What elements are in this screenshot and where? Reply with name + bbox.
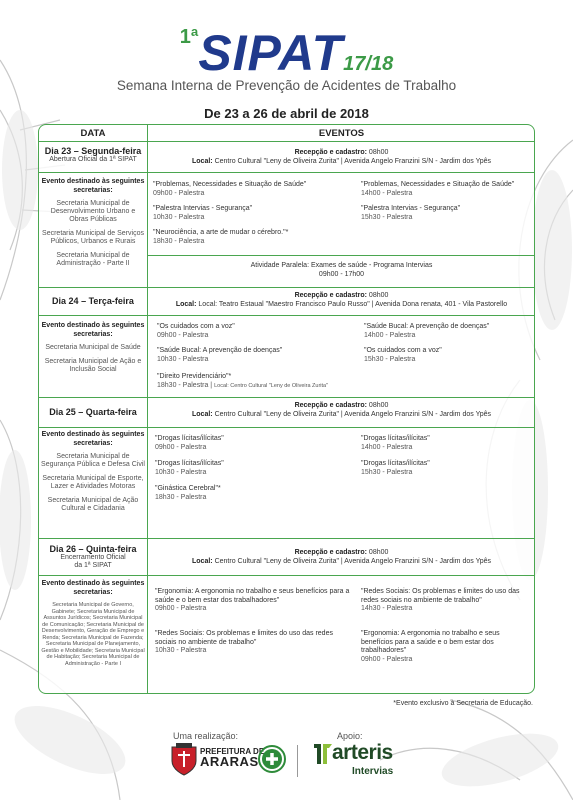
- event-title: "Palestra Intervias - Segurança": [361, 205, 461, 212]
- event-title: "Os cuidados com a voz": [364, 347, 442, 354]
- event-time: 10h30 - Palestra: [155, 647, 207, 654]
- local-label: Local:: [192, 411, 213, 418]
- event-title: "Saúde Bucal: A prevenção de doenças": [364, 323, 490, 330]
- reception-time: 08h00: [368, 149, 389, 156]
- arteris-logo: [312, 741, 412, 781]
- logo-separator: [297, 745, 298, 777]
- reception-time: 08h00: [368, 292, 389, 299]
- day-23-reception: [147, 148, 535, 166]
- reception-time: 08h00: [368, 549, 389, 556]
- event-time: 18h30 - Palestra: [153, 237, 205, 245]
- col-header-data: DATA: [80, 128, 106, 139]
- event-title: "Saúde Bucal: A prevenção de doenças": [157, 347, 283, 354]
- row-divider: [39, 172, 534, 173]
- event-item: [361, 435, 533, 452]
- secretaria-item: Secretaria Municipal de Ação Cultural e Cidadania: [47, 497, 139, 512]
- day-title: Dia 26 – Quinta-feira: [49, 544, 137, 554]
- secretaria-item: Secretaria Municipal de Saúde: [45, 344, 141, 351]
- event-title: "Ginástica Cerebral"*: [155, 485, 221, 492]
- event-item: [155, 630, 340, 656]
- event-item: [153, 181, 353, 198]
- event-title: "Ergonomia: A ergonomia no trabalho e seus benefícios para a saúde e o bem estar dos trabalhadores": [155, 588, 350, 604]
- row-divider: [39, 538, 534, 539]
- title-line: [0, 24, 573, 82]
- event-time: 09h00 - Palestra: [157, 331, 209, 339]
- event-item: [361, 205, 533, 222]
- day-24-cell: [39, 296, 147, 306]
- event-time: 18h30 - Palestra: [155, 493, 207, 501]
- local-value: Centro Cultural "Leny de Oliveira Zurita" | Avenida Angelo Franzini S/N - Jardim dos Ypês: [214, 158, 491, 165]
- event-time: 09h00 - Palestra: [155, 443, 207, 451]
- event-title: "Problemas, Necessidades e Situação de Saúde": [361, 181, 515, 188]
- day-title: Dia 25 – Quarta-feira: [49, 407, 137, 417]
- event-time: 10h30 - Palestra: [153, 213, 205, 221]
- reception-label: Recepção e cadastro:: [294, 402, 367, 409]
- arteris-sub: Intervias: [352, 766, 394, 777]
- reception-time: 08h00: [368, 402, 389, 409]
- event-title: "Redes Sociais: Os problemas e limites do uso das redes sociais no ambiente de trabalho": [361, 588, 520, 604]
- event-title: "Os cuidados com a voz": [157, 323, 235, 330]
- sipat-title: SIPAT: [198, 25, 344, 81]
- support-label: Apoio:: [337, 731, 363, 741]
- event-item: [153, 229, 353, 246]
- row-divider: [39, 397, 534, 398]
- event-item: [157, 373, 377, 390]
- prefeitura-logo: [170, 741, 290, 781]
- event-item: [157, 347, 357, 364]
- event-time: 15h30 - Palestra: [361, 213, 413, 221]
- secretaria-list: Secretaria Municipal de Governo, Gabinete; Secretaria Municipal de Assuntos Jurídicos; Secretaria Municipal de Comunicação; Secretaria Municipal de Desenvolvimento, Geração de Emprego e Renda; Secretaria Municipal de Fazenda; Secretaria Municipal de Planejamento, Gestão e Mobilidade; Secretaria Municipal de Habitação; Secretaria Municipal de Administração - Parte I: [41, 602, 145, 667]
- day-25-cell: [39, 407, 147, 417]
- day-25-secretarias: [41, 431, 145, 519]
- reception-label: Recepção e cadastro:: [294, 549, 367, 556]
- event-title: "Direito Previdenciário"*: [157, 373, 232, 380]
- local-label: Local:: [192, 158, 213, 165]
- health-cross-icon: [258, 745, 286, 773]
- secretarias-heading: Evento destinado às seguintes secretarias:: [41, 322, 145, 338]
- day-26-reception: [147, 548, 535, 566]
- event-title: "Drogas lícitas/ilícitas": [361, 435, 430, 442]
- arteris-name: arteris: [332, 741, 393, 764]
- local-value: Centro Cultural "Leny de Oliveira Zurita" | Avenida Angelo Franzini S/N - Jardim dos Ypês: [214, 558, 491, 565]
- row-divider: [39, 575, 534, 576]
- reception-label: Recepção e cadastro:: [294, 292, 367, 299]
- day-24-reception: [147, 291, 535, 309]
- parallel-time: 09h00 - 17h00: [318, 271, 365, 278]
- event-item: [153, 205, 353, 222]
- day-subtitle: Abertura Oficial da 1ª SIPAT: [49, 156, 137, 163]
- event-title: "Drogas lícitas/ilícitas": [361, 460, 430, 467]
- prefeitura-line1: PREFEITURA DE: [200, 747, 265, 756]
- day-23-cell: [39, 146, 147, 164]
- day-26-secretarias: [41, 580, 145, 667]
- event-item: [361, 588, 533, 614]
- event-title: "Drogas lícitas/ilícitas": [155, 460, 224, 467]
- event-item: [155, 588, 350, 614]
- event-time: 09h00 - Palestra: [361, 655, 413, 663]
- prefeitura-text: [200, 747, 264, 767]
- event-time: 14h00 - Palestra: [361, 189, 413, 197]
- parallel-value: Exames de saúde - Programa Intervias: [310, 262, 433, 269]
- day-title: Dia 24 – Terça-feira: [52, 296, 134, 306]
- event-time: 14h30 - Palestra: [361, 605, 413, 612]
- day-25-reception: [147, 401, 535, 419]
- event-title: "Neurociência, a arte de mudar o cérebro."*: [153, 229, 289, 236]
- event-item: [155, 485, 355, 502]
- local-label: Local:: [175, 301, 197, 308]
- event-dates: De 23 a 26 de abril de 2018: [204, 106, 369, 121]
- event-time: 09h00 - Palestra: [153, 189, 205, 197]
- event-note: Local: Centro Cultural "Leny de Oliveira Zurita": [214, 382, 329, 389]
- event-time: 10h30 - Palestra: [155, 468, 207, 476]
- arteris-mark-icon: [312, 742, 334, 766]
- footnote: *Evento exclusivo à Secretaria de Educação.: [393, 700, 533, 707]
- secretaria-item: Secretaria Municipal de Desenvolvimento Urbano e Obras Públicas: [50, 200, 136, 223]
- local-label: Local:: [192, 558, 213, 565]
- day-title: Dia 23 – Segunda-feira: [44, 146, 142, 156]
- day-subtitle: Encerramento Oficial da 1ª SIPAT: [60, 554, 126, 569]
- prefeitura-line2: ARARAS: [200, 754, 259, 769]
- col-header-events: EVENTOS: [318, 128, 365, 139]
- event-title: "Ergonomia: A ergonomia no trabalho e seus benefícios para a saúde e o bem estar dos trabalhadores": [361, 630, 500, 654]
- event-time: 15h30 - Palestra: [361, 468, 413, 476]
- event-time: 18h30 - Palestra |: [157, 381, 213, 389]
- row-divider: [39, 427, 534, 428]
- header: [0, 0, 573, 125]
- event-time: 09h00 - Palestra: [155, 605, 207, 612]
- event-item: [361, 460, 533, 477]
- realization-label: Uma realização:: [173, 731, 239, 741]
- event-item: [361, 181, 533, 198]
- year-label: 17/18: [343, 53, 394, 75]
- secretaria-item: Secretaria Municipal de Segurança Pública e Defesa Civil: [41, 453, 145, 468]
- day-24-secretarias: [41, 322, 145, 380]
- row-divider: [39, 315, 534, 316]
- event-item: [361, 630, 533, 664]
- reception-label: Recepção e cadastro:: [294, 149, 367, 156]
- event-time: 10h30 - Palestra: [157, 355, 209, 363]
- event-title: "Drogas lícitas/ilícitas": [155, 435, 224, 442]
- day-26-cell: [39, 544, 147, 570]
- event-time: 14h00 - Palestra: [364, 331, 416, 339]
- event-item: [155, 435, 355, 452]
- row-divider: [39, 141, 534, 142]
- local-value: Local: Teatro Estaual "Maestro Francisco Paulo Russo" | Avenida Dona renata, 401 - Vila Pastorello: [198, 301, 508, 308]
- parallel-activity: [147, 261, 535, 279]
- event-time: 15h30 - Palestra: [364, 355, 416, 363]
- event-item: [364, 347, 534, 364]
- event-item: [157, 323, 357, 340]
- day-23-secretarias: [41, 178, 145, 274]
- secretaria-item: Secretaria Municipal de Serviços Públicos, Urbanos e Rurais: [42, 230, 144, 245]
- local-value: Centro Cultural "Leny de Oliveira Zurita" | Avenida Angelo Franzini S/N - Jardim dos Ypês: [214, 411, 491, 418]
- secretaria-item: Secretaria Municipal de Ação e Inclusão Social: [44, 358, 142, 373]
- secretaria-item: Secretaria Municipal de Esporte, Lazer e Atividades Motoras: [42, 475, 144, 490]
- event-item: [155, 460, 355, 477]
- city-crest-icon: [170, 743, 198, 777]
- event-time: 14h00 - Palestra: [361, 443, 413, 451]
- event-item: [364, 323, 534, 340]
- subtitle: Semana Interna de Prevenção de Acidentes de Trabalho: [116, 78, 457, 93]
- secretaria-item: Secretaria Municipal de Administração - Parte II: [56, 252, 130, 267]
- schedule-table: [38, 124, 535, 694]
- event-title: "Palestra Intervias - Segurança": [153, 205, 253, 212]
- row-divider: [147, 255, 535, 256]
- parallel-label: Atividade Paralela:: [250, 262, 310, 269]
- secretarias-heading: Evento destinado às seguintes secretarias:: [41, 431, 145, 447]
- event-title: "Problemas, Necessidades e Situação de Saúde": [153, 181, 307, 188]
- edition-label: 1ª: [179, 26, 199, 48]
- row-divider: [39, 287, 534, 288]
- secretarias-heading: Evento destinado às seguintes secretarias:: [41, 580, 145, 596]
- event-title: "Redes Sociais: Os problemas e limites do uso das redes sociais no ambiente de trabalho": [155, 630, 333, 646]
- secretarias-heading: Evento destinado às seguintes secretarias:: [41, 178, 145, 194]
